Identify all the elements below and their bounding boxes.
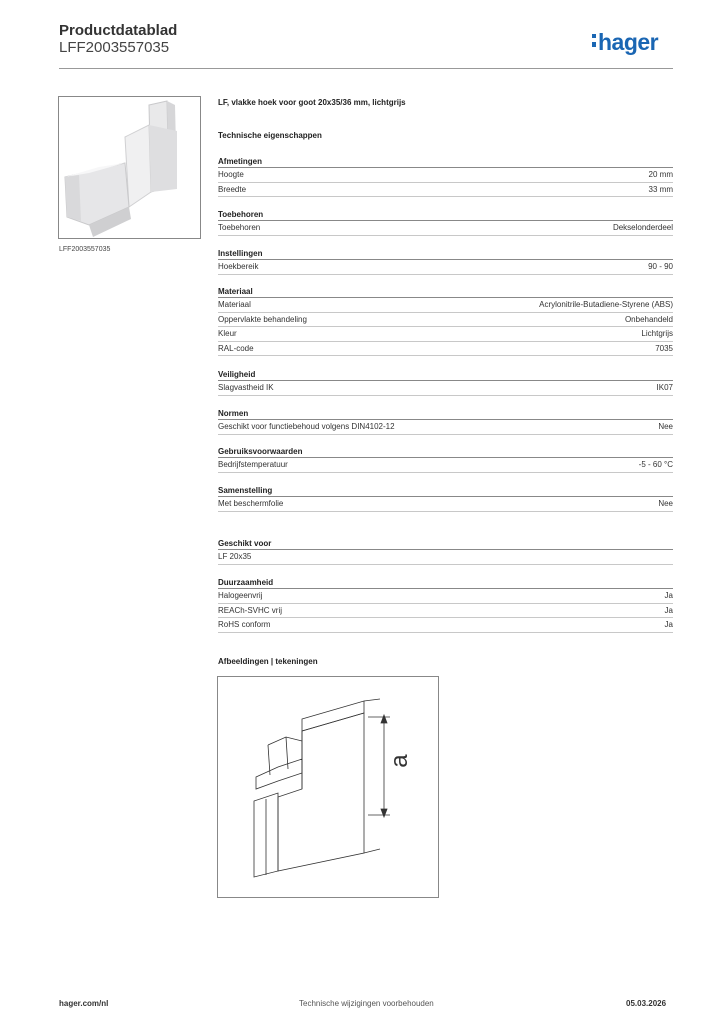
section-title: Materiaal (218, 286, 673, 298)
spec-label: Geschikt voor functiebehoud volgens DIN4102-12 (218, 422, 395, 431)
spec-label: Toebehoren (218, 223, 261, 232)
section-gebruiksvoorwaarden (218, 446, 673, 473)
spec-row (218, 342, 673, 357)
section-samenstelling (218, 485, 673, 512)
section-toebehoren (218, 209, 673, 236)
spec-value: Nee (658, 422, 673, 431)
spec-value: -5 - 60 °C (638, 460, 673, 469)
spec-row (218, 298, 673, 313)
spec-label: Hoekbereik (218, 262, 259, 271)
spec-row (218, 589, 673, 604)
spec-row (218, 221, 673, 236)
spec-value: Lichtgrijs (641, 329, 673, 338)
header-divider (59, 68, 673, 69)
spec-label: RAL-code (218, 343, 254, 353)
spec-label: Breedte (218, 184, 247, 194)
spec-label: Slagvastheid IK (218, 383, 274, 392)
spec-value: IK07 (656, 383, 673, 392)
section-title: Normen (218, 408, 673, 420)
spec-row (218, 497, 673, 512)
spec-value: Ja (664, 620, 673, 629)
spec-value: Nee (658, 499, 673, 508)
page-title: Productdatablad (59, 22, 178, 39)
section-afmetingen (218, 156, 673, 197)
spec-value: Acrylonitrile-Butadiene-Styrene (ABS) (539, 300, 673, 309)
spec-row (218, 168, 673, 183)
section-title: Samenstelling (218, 485, 673, 497)
footer-note: Technische wijzigingen voorbehouden (299, 999, 434, 1008)
section-normen (218, 408, 673, 435)
hager-logo (592, 29, 658, 55)
corner-line-drawing (218, 677, 438, 897)
spec-value: Onbehandeld (624, 314, 673, 324)
spec-value: Dekselonderdeel (612, 223, 673, 232)
section-title: Instellingen (218, 248, 673, 260)
logo-text: hager (598, 29, 659, 55)
section-geschikt-voor (218, 538, 673, 565)
spec-value: 20 mm (648, 170, 673, 179)
spec-label: Halogeenvrij (218, 591, 263, 600)
spec-row (218, 381, 673, 396)
section-title: Afmetingen (218, 156, 673, 168)
section-veiligheid (218, 369, 673, 396)
drawings-title: Afbeeldingen | tekeningen (218, 657, 318, 666)
spec-label: Kleur (218, 329, 237, 338)
spec-label: Hoogte (218, 170, 244, 179)
spec-row (218, 313, 673, 328)
section-instellingen (218, 248, 673, 275)
spec-row (218, 550, 673, 565)
section-title: Duurzaamheid (218, 577, 673, 589)
technical-drawing (217, 676, 439, 898)
spec-label: RoHS conform (218, 620, 271, 629)
footer-website-link[interactable]: hager.com/nl (59, 999, 109, 1008)
section-title: Toebehoren (218, 209, 673, 221)
corner-piece-image (59, 97, 200, 238)
spec-value: 7035 (655, 343, 673, 353)
spec-row (218, 420, 673, 435)
product-photo (58, 96, 201, 239)
section-title: Veiligheid (218, 369, 673, 381)
spec-row (218, 458, 673, 473)
tech-properties-title: Technische eigenschappen (218, 131, 322, 140)
spec-label: Oppervlakte behandeling (218, 314, 307, 324)
spec-row (218, 604, 673, 619)
spec-row (218, 183, 673, 198)
section-title: Geschikt voor (218, 538, 673, 550)
dimension-label-a: a (386, 754, 413, 768)
spec-label: Bedrijfstemperatuur (218, 460, 288, 469)
spec-value: 90 - 90 (648, 262, 673, 271)
spec-row (218, 260, 673, 275)
section-title: Gebruiksvoorwaarden (218, 446, 673, 458)
section-duurzaamheid (218, 577, 673, 633)
spec-label: Materiaal (218, 300, 251, 309)
spec-row (218, 618, 673, 633)
spec-label: REACh-SVHC vrij (218, 605, 283, 615)
product-code: LFF2003557035 (59, 39, 170, 56)
photo-caption: LFF2003557035 (59, 246, 111, 253)
spec-row (218, 327, 673, 342)
spec-label: Met beschermfolie (218, 499, 284, 508)
product-name: LF, vlakke hoek voor goot 20x35/36 mm, lichtgrijs (218, 98, 406, 107)
spec-label: LF 20x35 (218, 552, 252, 561)
spec-value: 33 mm (648, 184, 673, 194)
footer-date: 05.03.2026 (626, 999, 667, 1008)
spec-value: Ja (664, 591, 673, 600)
section-materiaal (218, 286, 673, 356)
logo-colon-icon (592, 34, 596, 47)
spec-value: Ja (664, 605, 673, 615)
